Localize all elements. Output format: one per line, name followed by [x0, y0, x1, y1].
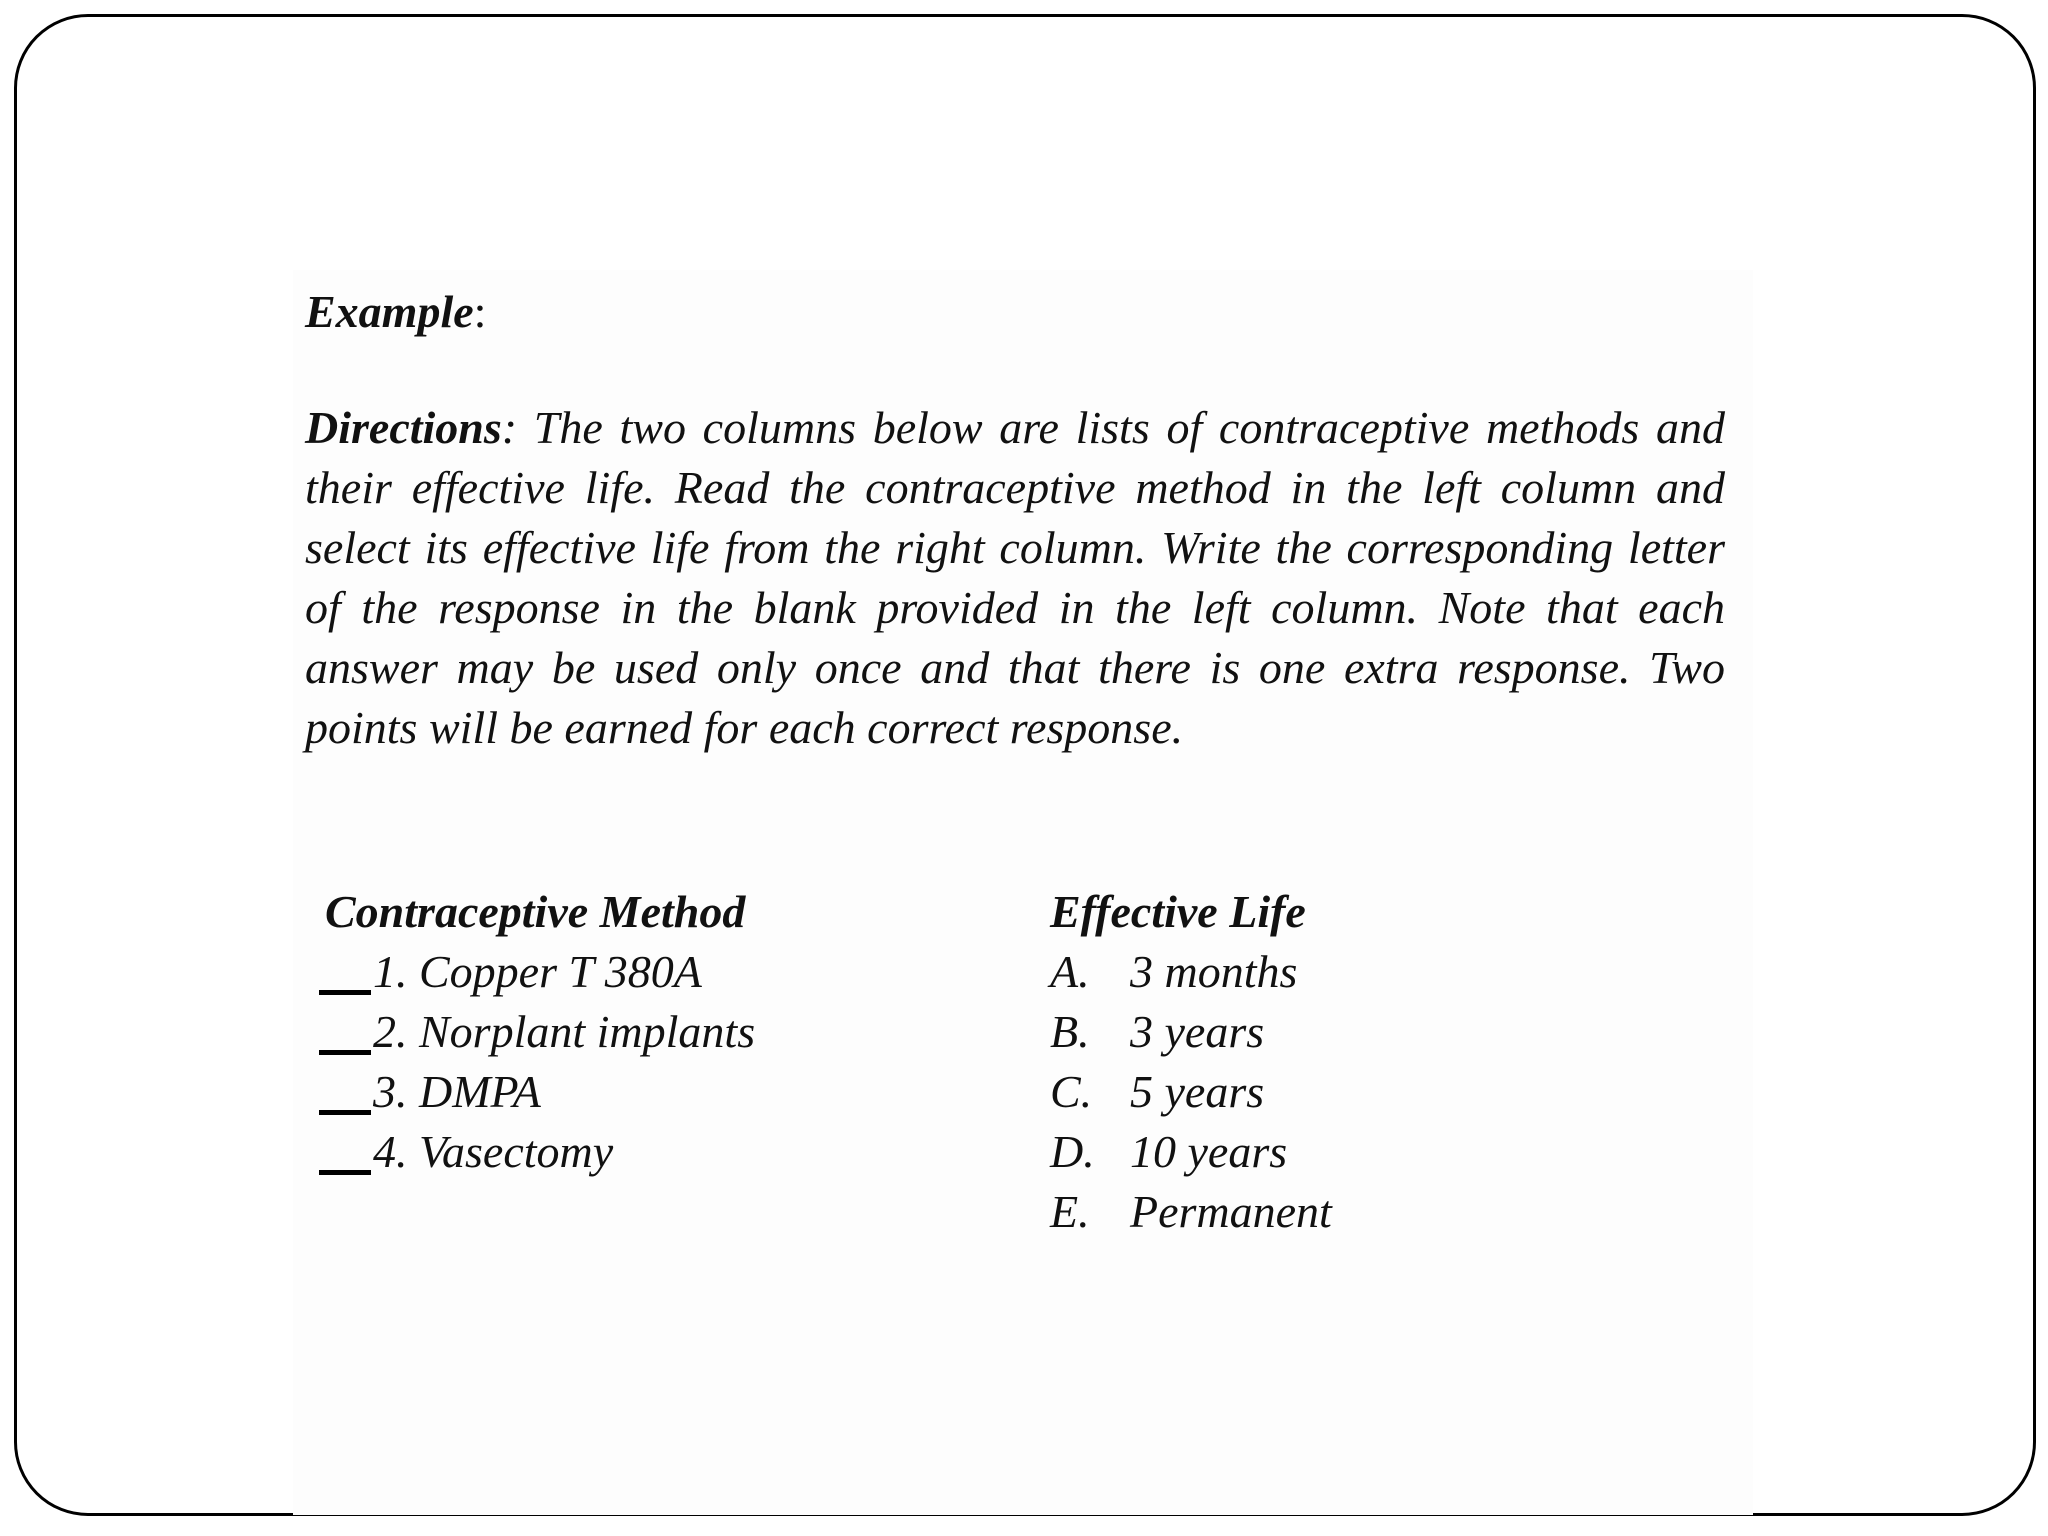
response-label: 3 years [1130, 1006, 1265, 1057]
effective-life-column [1050, 882, 1332, 1242]
method-item [325, 1002, 755, 1062]
answer-blank[interactable] [319, 1070, 371, 1115]
directions-label: Directions [305, 402, 502, 453]
response-item [1050, 1002, 1332, 1062]
method-item [325, 1122, 755, 1182]
method-label: 2. Norplant implants [373, 1006, 756, 1057]
response-letter: A. [1050, 946, 1090, 997]
response-item [1050, 1122, 1332, 1182]
method-item [325, 1062, 755, 1122]
response-letter: B. [1050, 1006, 1090, 1057]
method-label: 1. Copper T 380A [373, 946, 702, 997]
example-label: Example [305, 286, 474, 337]
response-item [1050, 1182, 1332, 1242]
matching-columns [305, 882, 1725, 1282]
right-column-header: Effective Life [1050, 886, 1306, 937]
response-letter: E. [1050, 1186, 1090, 1237]
answer-blank[interactable] [319, 1010, 371, 1055]
method-label: 4. Vasectomy [373, 1126, 614, 1177]
response-letter: D. [1050, 1126, 1095, 1177]
response-item [1050, 1062, 1332, 1122]
answer-blank[interactable] [319, 1130, 371, 1175]
worksheet [305, 282, 1725, 1237]
response-label: 5 years [1130, 1066, 1265, 1117]
contraceptive-method-column [325, 882, 755, 1182]
method-label: 3. DMPA [373, 1066, 541, 1117]
left-column-header: Contraceptive Method [325, 886, 746, 937]
example-colon: : [473, 286, 487, 337]
response-label: Permanent [1130, 1186, 1332, 1237]
answer-blank[interactable] [319, 950, 371, 995]
response-item [1050, 942, 1332, 1002]
response-label: 3 months [1130, 946, 1298, 997]
directions-text: : The two columns below are lists of contraceptive methods and their effective life. Read the contraceptive method in the left column and select its effective life from the right column. Write the corresponding letter of the response in the blank provided in the left column. Note that each answer may be used only once and that there is one extra response. Two points will be earned for each correct response. [305, 402, 1725, 753]
example-heading [305, 282, 1725, 342]
response-label: 10 years [1130, 1126, 1288, 1177]
response-letter: C. [1050, 1066, 1093, 1117]
method-item [325, 942, 755, 1002]
directions-paragraph [305, 398, 1725, 758]
